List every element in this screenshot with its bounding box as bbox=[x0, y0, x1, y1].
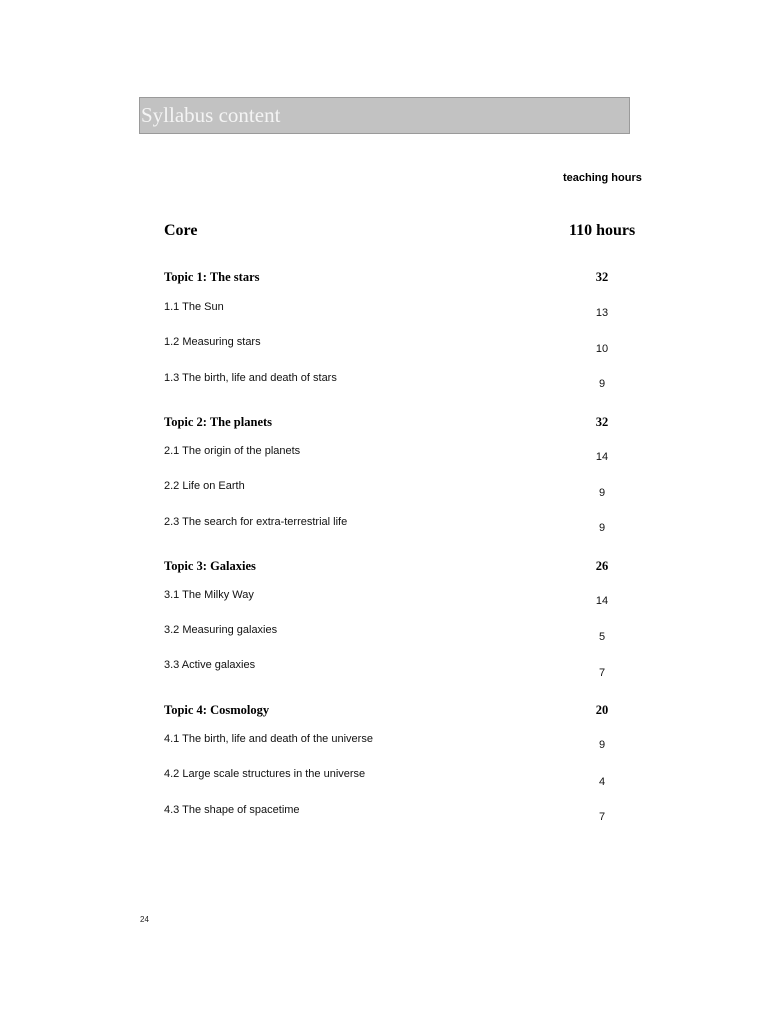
topic-hours: 32 bbox=[595, 270, 609, 284]
subtopic-hours: 10 bbox=[595, 343, 609, 355]
subtopic-title: 1.3 The birth, life and death of stars bbox=[164, 372, 337, 384]
core-hours: 110 hours bbox=[569, 222, 636, 239]
section-banner bbox=[139, 97, 630, 134]
subtopic-title: 3.2 Measuring galaxies bbox=[164, 624, 278, 636]
section-title: Syllabus content bbox=[141, 103, 281, 127]
teaching-hours-column-label: teaching hours bbox=[563, 172, 642, 184]
subtopic-title: 2.2 Life on Earth bbox=[164, 480, 245, 492]
topic-title: Topic 4: Cosmology bbox=[164, 703, 270, 717]
subtopic-hours: 13 bbox=[595, 307, 609, 319]
subtopic-hours: 9 bbox=[598, 522, 606, 534]
core-label: Core bbox=[164, 222, 198, 239]
subtopic-hours: 4 bbox=[598, 776, 606, 788]
subtopic-hours: 9 bbox=[598, 378, 606, 390]
subtopic-hours: 5 bbox=[598, 631, 606, 643]
topic-title: Topic 2: The planets bbox=[164, 415, 273, 429]
topic-hours: 20 bbox=[595, 703, 609, 717]
subtopic-title: 4.3 The shape of spacetime bbox=[164, 804, 300, 816]
topic-hours: 26 bbox=[595, 559, 609, 573]
subtopic-title: 2.3 The search for extra-terrestrial life bbox=[164, 516, 348, 528]
subtopic-title: 4.1 The birth, life and death of the universe bbox=[164, 733, 373, 745]
topic-title: Topic 3: Galaxies bbox=[164, 559, 256, 573]
subtopic-title: 2.1 The origin of the planets bbox=[164, 445, 301, 457]
subtopic-title: 3.3 Active galaxies bbox=[164, 659, 256, 671]
subtopic-hours: 7 bbox=[598, 667, 606, 679]
subtopic-title: 1.1 The Sun bbox=[164, 301, 224, 313]
subtopic-title: 4.2 Large scale structures in the universe bbox=[164, 768, 366, 780]
subtopic-hours: 14 bbox=[595, 595, 609, 607]
subtopic-hours: 14 bbox=[595, 451, 609, 463]
subtopic-hours: 9 bbox=[598, 739, 606, 751]
topic-title: Topic 1: The stars bbox=[164, 270, 260, 284]
subtopic-hours: 9 bbox=[598, 487, 606, 499]
subtopic-title: 3.1 The Milky Way bbox=[164, 589, 254, 601]
subtopic-title: 1.2 Measuring stars bbox=[164, 336, 261, 348]
subtopic-hours: 7 bbox=[598, 811, 606, 823]
page-number: 24 bbox=[140, 915, 149, 924]
topic-hours: 32 bbox=[595, 415, 609, 429]
